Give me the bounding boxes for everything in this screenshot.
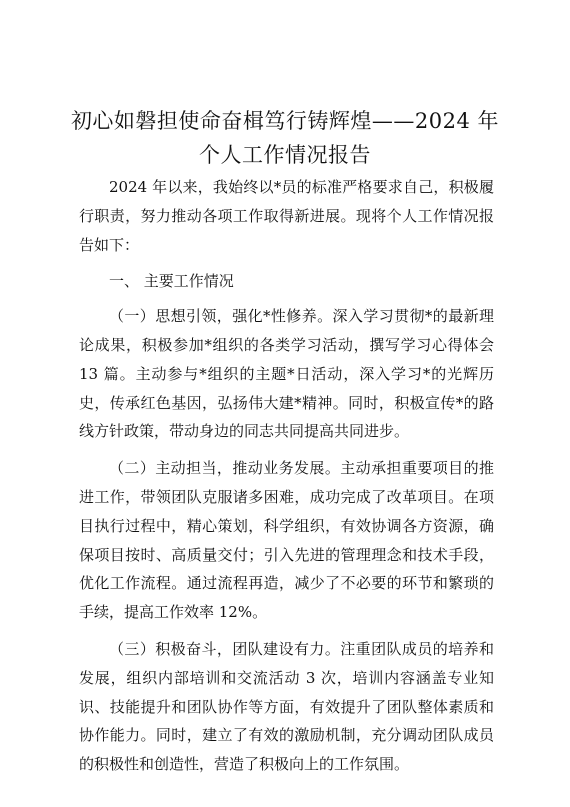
intro-paragraph: 2024 年以来，我始终以*员的标准严格要求自己，积极履行职责，努力推动各项工作取得新进展。现将个人工作情况报告如下： bbox=[79, 178, 494, 254]
document-title-line-2: 个人工作情况报告 bbox=[199, 143, 371, 167]
document-title-line-1: 初心如磐担使命奋楫笃行铸辉煌——2024 年 bbox=[70, 109, 500, 133]
paragraph-1: （一）思想引领，强化*性修养。深入学习贯彻*的最新理论成果，积极参加*组织的各类学习活动，撰写学习心得体会 13 篇。主动参与*组织的主题*日活动，深入学习*的光辉历史，传承红色基因，弘扬伟大建*精神。同时，积极宣传*的路线方针政策，带动身边的同志共同提高共同进步。 bbox=[79, 307, 494, 441]
document-body bbox=[79, 173, 494, 787]
paragraph-2: （二）主动担当，推动业务发展。主动承担重要项目的推进工作，带领团队克服诸多困难，成功完成了改革项目。在项目执行过程中，精心策划，科学组织，有效协调各方资源，确保项目按时、高质量交付；引入先进的管理理念和技术手段，优化工作流程。通过流程再造，减少了不必要的环节和繁琐的手续，提高工作效率 12%。 bbox=[79, 459, 494, 622]
paragraph-3: （三）积极奋斗，团队建设有力。注重团队成员的培养和发展，组织内部培训和交流活动 3 次，培训内容涵盖专业知识、技能提升和团队协作等方面，有效提升了团队整体素质和协作能力。同时，建立了有效的激励机制，充分调动团队成员的积极性和创造性，营造了积极向上的工作氛围。 bbox=[79, 639, 494, 774]
section-heading: 一、 主要工作情况 bbox=[109, 272, 234, 291]
